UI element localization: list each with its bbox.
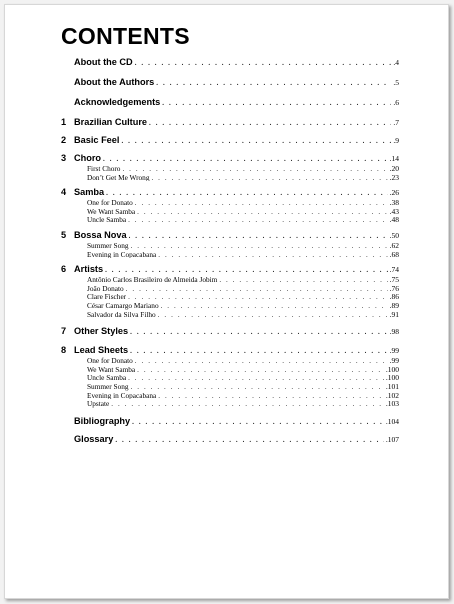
subentry-title: Evening in Copacabana — [87, 390, 157, 400]
chapter-title: Bibliography — [74, 415, 131, 426]
page-number: .14 — [389, 154, 399, 163]
page-number: .7 — [393, 118, 399, 127]
chapter-title: Acknowledgements — [74, 97, 161, 107]
toc-subentry[interactable] — [61, 373, 399, 382]
toc-entry[interactable] — [61, 135, 399, 146]
dot-leader — [115, 436, 384, 444]
subentry-page-number: .99 — [389, 356, 399, 365]
chapter-title: Artists — [74, 264, 104, 275]
subentry-title: Summer Song — [87, 381, 129, 391]
subentry-page-number: .62 — [389, 240, 399, 250]
subentry-title: Salvador da Silva Filho — [87, 309, 156, 319]
dot-leader — [137, 366, 384, 374]
page-number: .98 — [389, 327, 399, 337]
page-number: .50 — [389, 230, 399, 240]
dot-leader — [128, 216, 388, 224]
subentry-page-number: .89 — [389, 300, 399, 310]
chapter-number: 2 — [61, 135, 67, 145]
toc-subentry[interactable] — [61, 292, 399, 301]
dot-leader — [128, 293, 388, 301]
page-number: .104 — [385, 416, 399, 426]
toc-subentry[interactable] — [61, 301, 399, 310]
dot-leader — [131, 242, 388, 250]
toc-subentry[interactable] — [61, 275, 399, 284]
subentry-title: First Choro — [87, 164, 121, 173]
toc-entry[interactable] — [74, 434, 399, 445]
toc-subentry[interactable] — [61, 207, 399, 216]
toc-entry[interactable] — [61, 153, 399, 164]
dot-leader — [135, 59, 392, 67]
toc-subentry[interactable] — [61, 391, 399, 400]
chapter-number: 5 — [61, 229, 67, 240]
subentry-page-number: .68 — [389, 249, 399, 259]
toc-subentry[interactable] — [61, 164, 399, 173]
chapter-title: About the CD — [74, 57, 133, 67]
dot-leader — [158, 392, 384, 400]
dot-leader — [128, 374, 384, 382]
table-of-contents — [61, 57, 399, 452]
toc-entry[interactable] — [61, 117, 399, 128]
subentry-title: Antônio Carlos Brasileiro de Almeida Jobim — [87, 275, 218, 284]
dot-leader — [106, 189, 387, 197]
dot-leader — [156, 79, 391, 87]
dot-leader — [129, 232, 388, 240]
subentry-page-number: .102 — [385, 390, 399, 400]
subentry-page-number: .38 — [389, 198, 399, 207]
page-number: .74 — [389, 265, 399, 275]
chapter-title: Lead Sheets — [74, 345, 129, 356]
subentry-title: Clare Fischer — [87, 292, 127, 301]
chapter-number: 7 — [61, 326, 67, 337]
chapter-title: About the Authors — [74, 77, 155, 87]
toc-subentry[interactable] — [61, 365, 399, 374]
page-number: .5 — [393, 78, 399, 87]
page-number: .26 — [389, 188, 399, 198]
toc-subentry[interactable] — [61, 215, 399, 224]
dot-leader — [158, 251, 387, 259]
dot-leader — [105, 266, 388, 274]
page-number: .99 — [389, 346, 399, 356]
toc-entry[interactable] — [61, 264, 399, 275]
dot-leader — [121, 137, 391, 145]
dot-leader — [132, 418, 384, 426]
toc-subentry[interactable] — [61, 284, 399, 293]
toc-entry[interactable] — [74, 77, 399, 88]
toc-entry[interactable] — [61, 326, 399, 337]
toc-entry[interactable] — [61, 187, 399, 198]
chapter-title: Basic Feel — [74, 135, 120, 145]
dot-leader — [162, 99, 391, 107]
dot-leader — [161, 302, 388, 310]
dot-leader — [135, 357, 388, 365]
subentry-title: One for Donato — [87, 198, 133, 207]
chapter-number: 1 — [61, 117, 67, 127]
subentry-title: One for Donato — [87, 356, 133, 365]
toc-subentry[interactable] — [61, 198, 399, 207]
chapter-title: Other Styles — [74, 326, 129, 337]
dot-leader — [130, 347, 388, 355]
dot-leader — [151, 174, 387, 182]
subentry-page-number: .91 — [389, 309, 399, 319]
dot-leader — [219, 276, 387, 284]
toc-subentry[interactable] — [61, 173, 399, 182]
toc-subentry[interactable] — [61, 250, 399, 259]
toc-entry[interactable] — [61, 345, 399, 356]
subentry-title: We Want Samba — [87, 364, 136, 374]
dot-leader — [103, 155, 388, 163]
subentry-page-number: .23 — [389, 172, 399, 182]
subentry-page-number: .101 — [385, 381, 399, 391]
chapter-title: Samba — [74, 187, 105, 198]
chapter-number: 6 — [61, 264, 67, 275]
subentry-title: Evening in Copacabana — [87, 249, 157, 259]
subentry-page-number: .100 — [385, 364, 399, 374]
toc-entry[interactable] — [74, 57, 399, 68]
dot-leader — [130, 328, 388, 336]
chapter-title: Glossary — [74, 433, 114, 444]
toc-entry[interactable] — [74, 97, 399, 108]
chapter-title: Brazilian Culture — [74, 117, 148, 127]
dot-leader — [122, 165, 387, 173]
page-number: .9 — [393, 136, 399, 145]
subentry-title: Uncle Samba — [87, 215, 127, 224]
page-number: .107 — [385, 434, 399, 444]
toc-subentry[interactable] — [61, 356, 399, 365]
chapter-title: Bossa Nova — [74, 229, 127, 240]
subentry-page-number: .43 — [389, 206, 399, 216]
dot-leader — [135, 199, 388, 207]
page-title: CONTENTS — [61, 23, 190, 49]
subentry-title: Uncle Samba — [87, 373, 127, 382]
dot-leader — [131, 383, 384, 391]
page-number: .6 — [393, 98, 399, 107]
subentry-title: César Camargo Mariano — [87, 300, 159, 310]
toc-subentry[interactable] — [61, 399, 399, 408]
subentry-title: Upstate — [87, 399, 110, 408]
subentry-title: João Donato — [87, 283, 124, 293]
subentry-title: Summer Song — [87, 240, 129, 250]
chapter-number: 3 — [61, 153, 67, 163]
subentry-page-number: .75 — [389, 275, 399, 284]
dot-leader — [126, 285, 388, 293]
subentry-page-number: .103 — [385, 399, 399, 408]
subentry-page-number: .48 — [389, 215, 399, 224]
dot-leader — [137, 208, 387, 216]
page-number: .4 — [393, 58, 399, 67]
dot-leader — [111, 400, 384, 408]
subentry-page-number: .20 — [389, 164, 399, 173]
document-page — [4, 4, 449, 599]
chapter-number: 4 — [61, 187, 67, 198]
dot-leader — [158, 311, 388, 319]
subentry-title: Don’t Get Me Wrong — [87, 172, 150, 182]
subentry-page-number: .76 — [389, 283, 399, 293]
toc-subentry[interactable] — [61, 382, 399, 391]
toc-subentry[interactable] — [61, 310, 399, 319]
subentry-title: We Want Samba — [87, 206, 136, 216]
chapter-title: Choro — [74, 153, 102, 163]
toc-entry[interactable] — [74, 416, 399, 427]
subentry-page-number: .100 — [385, 373, 399, 382]
chapter-number: 8 — [61, 345, 67, 356]
toc-entry[interactable] — [61, 230, 399, 241]
dot-leader — [149, 119, 391, 127]
subentry-page-number: .86 — [389, 292, 399, 301]
toc-subentry[interactable] — [61, 241, 399, 250]
